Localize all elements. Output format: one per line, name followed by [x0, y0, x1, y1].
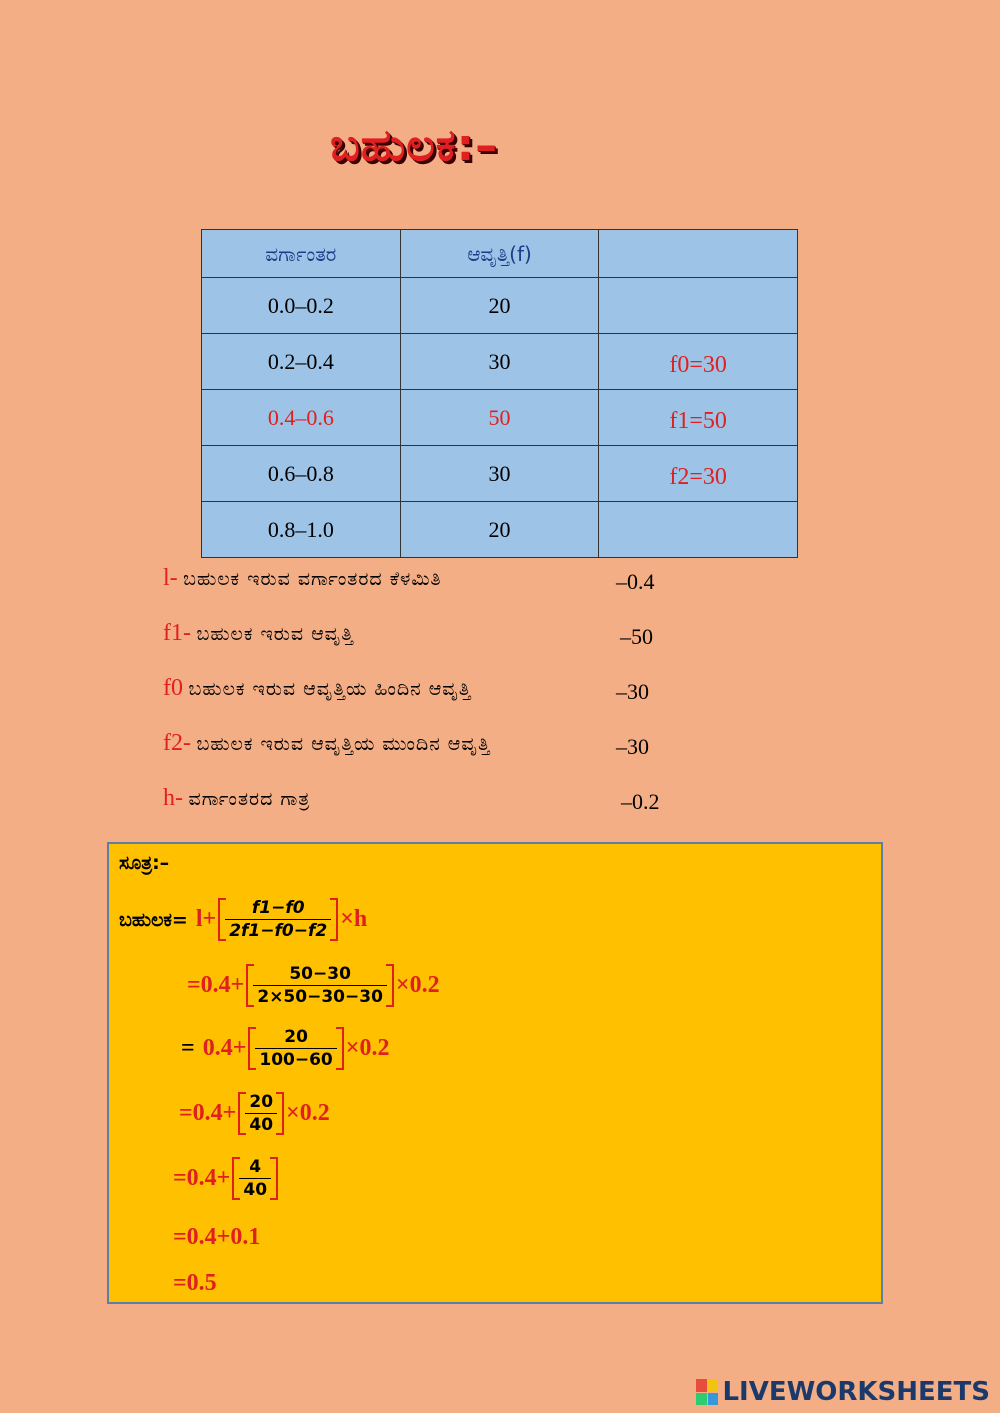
formula-line-3 — [181, 1027, 389, 1070]
formula-prefix: =0.4+ — [187, 972, 245, 998]
mode-label: ಬಹುಲಕ= — [119, 908, 188, 931]
fraction — [255, 1027, 336, 1070]
formula-box — [107, 842, 883, 1304]
header-frequency: ಆವೃತ್ತಿ(f) — [400, 230, 599, 278]
formula-line-4 — [179, 1092, 330, 1135]
interval-cell: 0.6–0.8 — [202, 446, 401, 502]
definition-value: –50 — [620, 624, 653, 649]
bracket — [246, 964, 394, 1007]
definition-value: –0.2 — [621, 789, 660, 814]
bracket — [248, 1027, 343, 1070]
definition-text: ಬಹುಲಕ ಇರುವ ಆವೃತ್ತಿ — [196, 623, 355, 645]
note-cell: f1=50 — [599, 390, 798, 446]
definition-item — [163, 675, 723, 730]
formula-line-6: =0.4+0.1 — [173, 1224, 261, 1250]
definition-symbol: f2- — [163, 730, 191, 756]
definition-text: ಬಹುಲಕ ಇರುವ ವರ್ಗಾಂತರದ ಕೆಳಮಿತಿ — [183, 568, 442, 590]
numerator: 4 — [249, 1157, 262, 1177]
definition-item — [163, 785, 723, 840]
fraction — [239, 1157, 271, 1200]
note-cell: f2=30 — [599, 446, 798, 502]
definition-symbol: l- — [163, 565, 178, 591]
note-cell: f0=30 — [599, 334, 798, 390]
definition-item — [163, 620, 723, 675]
liveworksheets-logo — [696, 1377, 990, 1407]
formula-suffix: ×0.2 — [286, 1100, 330, 1126]
formula-suffix: ×0.2 — [395, 972, 440, 998]
definition-symbol: f0 — [163, 675, 183, 701]
definition-symbol: h- — [163, 785, 183, 811]
fraction — [225, 898, 331, 941]
note-cell — [599, 502, 798, 558]
frequency-cell: 30 — [400, 334, 599, 390]
formula-label: ಸೂತ್ರ:– — [119, 852, 170, 874]
formula-prefix: =0.4+ — [173, 1165, 231, 1191]
denominator: 2f1−f0−f2 — [225, 919, 331, 941]
formula-prefix: 0.4+ — [202, 1035, 247, 1061]
formula-prefix: l+ — [195, 906, 217, 932]
denominator: 40 — [245, 1113, 277, 1135]
numerator: 20 — [249, 1092, 274, 1112]
numerator: 50−30 — [289, 964, 351, 984]
definition-value: –30 — [616, 679, 649, 704]
denominator: 100−60 — [255, 1048, 336, 1070]
frequency-cell: 50 — [400, 390, 599, 446]
logo-text: LIVEWORKSHEETS — [722, 1377, 990, 1407]
note-cell — [599, 278, 798, 334]
numerator: f1−f0 — [251, 898, 305, 918]
table-row — [202, 334, 798, 390]
formula-suffix: ×0.2 — [345, 1035, 390, 1061]
interval-cell: 0.2–0.4 — [202, 334, 401, 390]
bracket — [218, 898, 338, 941]
interval-cell: 0.4–0.6 — [202, 390, 401, 446]
table-header-row — [202, 230, 798, 278]
fraction — [245, 1092, 277, 1135]
frequency-table — [201, 229, 798, 558]
table-row — [202, 446, 798, 502]
definition-item — [163, 730, 723, 785]
bracket — [238, 1092, 284, 1135]
logo-icon — [696, 1379, 718, 1405]
formula-line-7: =0.5 — [173, 1270, 217, 1296]
frequency-cell: 30 — [400, 446, 599, 502]
frequency-cell: 20 — [400, 278, 599, 334]
definition-text: ವರ್ಗಾಂತರದ ಗಾತ್ರ — [188, 788, 311, 810]
header-note — [599, 230, 798, 278]
formula-line-2 — [187, 964, 440, 1007]
page-title: ಬಹುಲಕ:– — [330, 120, 499, 171]
definition-value: –0.4 — [616, 569, 655, 594]
formula-line-5 — [173, 1157, 280, 1200]
fraction — [253, 964, 387, 1007]
formula-suffix: ×h — [340, 906, 368, 932]
definition-symbol: f1- — [163, 620, 191, 646]
definition-text: ಬಹುಲಕ ಇರುವ ಆವೃತ್ತಿಯ ಹಿಂದಿನ ಆವೃತ್ತಿ — [188, 678, 472, 700]
denominator: 40 — [239, 1178, 271, 1200]
header-interval: ವರ್ಗಾಂತರ — [202, 230, 401, 278]
bracket — [232, 1157, 278, 1200]
definition-item — [163, 565, 723, 620]
table-row-modal-class — [202, 390, 798, 446]
interval-cell: 0.8–1.0 — [202, 502, 401, 558]
table-row — [202, 278, 798, 334]
formula-line-1 — [119, 898, 367, 941]
definition-value: –30 — [616, 734, 649, 759]
interval-cell: 0.0–0.2 — [202, 278, 401, 334]
table-row — [202, 502, 798, 558]
definition-text: ಬಹುಲಕ ಇರುವ ಆವೃತ್ತಿಯ ಮುಂದಿನ ಆವೃತ್ತಿ — [196, 733, 491, 755]
numerator: 20 — [284, 1027, 308, 1047]
definitions-list — [163, 565, 723, 840]
formula-prefix: =0.4+ — [179, 1100, 237, 1126]
formula-equals: = — [181, 1035, 195, 1061]
frequency-cell: 20 — [400, 502, 599, 558]
denominator: 2×50−30−30 — [253, 985, 387, 1007]
